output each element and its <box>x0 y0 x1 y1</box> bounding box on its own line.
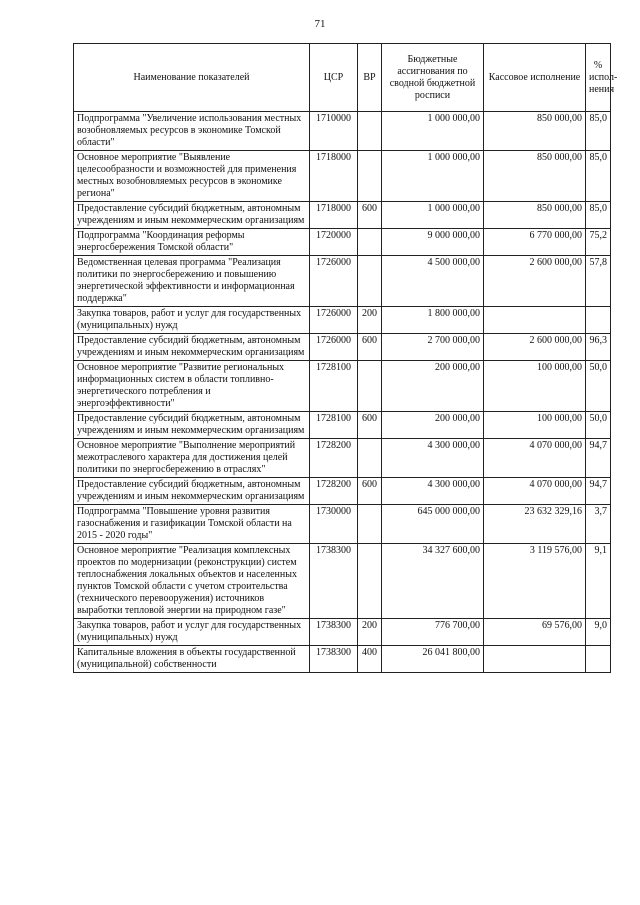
row-percent: 50,0 <box>586 412 611 439</box>
row-vr <box>358 361 382 412</box>
row-name: Закупка товаров, работ и услуг для государственных (муниципальных) нужд <box>74 619 310 646</box>
header-cash-execution: Кассовое исполнение <box>484 44 586 112</box>
row-assignments: 4 300 000,00 <box>382 478 484 505</box>
row-percent: 3,7 <box>586 505 611 544</box>
row-name: Предоставление субсидий бюджетным, автономным учреждениям и иным некоммерческим организациям <box>74 412 310 439</box>
row-vr: 600 <box>358 202 382 229</box>
row-csr: 1718000 <box>310 151 358 202</box>
row-vr: 600 <box>358 334 382 361</box>
row-name: Подпрограмма "Увеличение использования местных возобновляемых ресурсов в экономике Томской области" <box>74 112 310 151</box>
row-percent: 85,0 <box>586 112 611 151</box>
row-cash-execution: 850 000,00 <box>484 202 586 229</box>
row-vr <box>358 439 382 478</box>
table-row <box>74 619 611 646</box>
row-csr: 1726000 <box>310 307 358 334</box>
header-name: Наименование показателей <box>74 44 310 112</box>
row-assignments: 4 500 000,00 <box>382 256 484 307</box>
row-vr: 400 <box>358 646 382 673</box>
row-name: Основное мероприятие "Развитие региональных информационных систем в области топливно-энергетического потребления и энергоэффективности" <box>74 361 310 412</box>
row-csr: 1720000 <box>310 229 358 256</box>
row-vr: 600 <box>358 478 382 505</box>
row-csr: 1728200 <box>310 439 358 478</box>
row-percent: 85,0 <box>586 151 611 202</box>
row-name: Основное мероприятие "Выполнение мероприятий межотраслевого характера для достижения целей политики по энергосбережению в отраслях" <box>74 439 310 478</box>
row-assignments: 4 300 000,00 <box>382 439 484 478</box>
row-percent: 9,0 <box>586 619 611 646</box>
header-vr: ВР <box>358 44 382 112</box>
row-assignments: 200 000,00 <box>382 361 484 412</box>
row-name: Подпрограмма "Координация реформы энергосбережения Томской области" <box>74 229 310 256</box>
row-csr: 1728100 <box>310 412 358 439</box>
row-csr: 1738300 <box>310 544 358 619</box>
row-assignments: 1 800 000,00 <box>382 307 484 334</box>
row-vr <box>358 151 382 202</box>
row-assignments: 1 000 000,00 <box>382 202 484 229</box>
row-csr: 1728200 <box>310 478 358 505</box>
header-assignments: Бюджетные ассигнования по сводной бюджетной росписи <box>382 44 484 112</box>
table-row <box>74 439 611 478</box>
row-csr: 1738300 <box>310 619 358 646</box>
row-assignments: 200 000,00 <box>382 412 484 439</box>
page-number: 71 <box>314 18 326 30</box>
row-percent: 96,3 <box>586 334 611 361</box>
row-cash-execution: 850 000,00 <box>484 112 586 151</box>
row-percent: 94,7 <box>586 439 611 478</box>
row-csr: 1718000 <box>310 202 358 229</box>
row-assignments: 2 700 000,00 <box>382 334 484 361</box>
row-cash-execution: 2 600 000,00 <box>484 256 586 307</box>
row-percent: 75,2 <box>586 229 611 256</box>
row-name: Капитальные вложения в объекты государственной (муниципальной) собственности <box>74 646 310 673</box>
table-row <box>74 202 611 229</box>
row-vr <box>358 229 382 256</box>
row-name: Предоставление субсидий бюджетным, автономным учреждениям и иным некоммерческим организациям <box>74 202 310 229</box>
row-cash-execution: 69 576,00 <box>484 619 586 646</box>
row-csr: 1726000 <box>310 256 358 307</box>
row-cash-execution: 2 600 000,00 <box>484 334 586 361</box>
table-body <box>74 112 611 673</box>
table-row <box>74 229 611 256</box>
row-vr: 200 <box>358 619 382 646</box>
row-vr: 600 <box>358 412 382 439</box>
row-csr: 1730000 <box>310 505 358 544</box>
row-csr: 1710000 <box>310 112 358 151</box>
row-assignments: 9 000 000,00 <box>382 229 484 256</box>
row-name: Предоставление субсидий бюджетным, автономным учреждениям и иным некоммерческим организациям <box>74 478 310 505</box>
row-vr <box>358 544 382 619</box>
row-vr <box>358 112 382 151</box>
table-row <box>74 256 611 307</box>
row-csr: 1738300 <box>310 646 358 673</box>
row-vr <box>358 505 382 544</box>
row-cash-execution: 850 000,00 <box>484 151 586 202</box>
row-assignments: 34 327 600,00 <box>382 544 484 619</box>
budget-table <box>73 43 618 673</box>
table-header-row <box>74 44 611 112</box>
row-percent <box>586 307 611 334</box>
table-row <box>74 361 611 412</box>
row-cash-execution: 6 770 000,00 <box>484 229 586 256</box>
row-vr: 200 <box>358 307 382 334</box>
row-name: Основное мероприятие "Выявление целесообразности и возможностей для применения местных возобновляемых ресурсов в экономике региона" <box>74 151 310 202</box>
table-row <box>74 478 611 505</box>
header-csr: ЦСР <box>310 44 358 112</box>
row-assignments: 645 000 000,00 <box>382 505 484 544</box>
table-row <box>74 646 611 673</box>
row-name: Закупка товаров, работ и услуг для государственных (муниципальных) нужд <box>74 307 310 334</box>
row-assignments: 1 000 000,00 <box>382 112 484 151</box>
table-row <box>74 307 611 334</box>
row-percent: 9,1 <box>586 544 611 619</box>
row-vr <box>358 256 382 307</box>
table-row <box>74 505 611 544</box>
row-assignments: 26 041 800,00 <box>382 646 484 673</box>
row-cash-execution: 100 000,00 <box>484 361 586 412</box>
table-row <box>74 412 611 439</box>
row-csr: 1728100 <box>310 361 358 412</box>
row-cash-execution: 100 000,00 <box>484 412 586 439</box>
row-name: Предоставление субсидий бюджетным, автономным учреждениям и иным некоммерческим организациям <box>74 334 310 361</box>
table-row <box>74 334 611 361</box>
row-cash-execution <box>484 646 586 673</box>
row-cash-execution <box>484 307 586 334</box>
row-name: Ведомственная целевая программа "Реализация политики по энергосбережению и повышению энергетической эффективности и информационная поддержка" <box>74 256 310 307</box>
row-percent: 85,0 <box>586 202 611 229</box>
row-percent: 57,8 <box>586 256 611 307</box>
row-cash-execution: 23 632 329,16 <box>484 505 586 544</box>
table-row <box>74 544 611 619</box>
table-row <box>74 151 611 202</box>
row-assignments: 776 700,00 <box>382 619 484 646</box>
row-percent <box>586 646 611 673</box>
row-name: Основное мероприятие "Реализация комплексных проектов по модернизации (реконструкции) систем теплоснабжения локальных объектов и населенных пунктов Томской области с учетом строительства (технического перевооружения) источников выработки тепловой энергии на природном газе" <box>74 544 310 619</box>
row-name: Подпрограмма "Повышение уровня развития газоснабжения и газификации Томской области на 2015 - 2020 годы" <box>74 505 310 544</box>
row-percent: 50,0 <box>586 361 611 412</box>
row-cash-execution: 3 119 576,00 <box>484 544 586 619</box>
row-csr: 1726000 <box>310 334 358 361</box>
header-percent: % испол-нения <box>586 44 611 112</box>
row-percent: 94,7 <box>586 478 611 505</box>
table-row <box>74 112 611 151</box>
row-cash-execution: 4 070 000,00 <box>484 478 586 505</box>
row-cash-execution: 4 070 000,00 <box>484 439 586 478</box>
row-assignments: 1 000 000,00 <box>382 151 484 202</box>
